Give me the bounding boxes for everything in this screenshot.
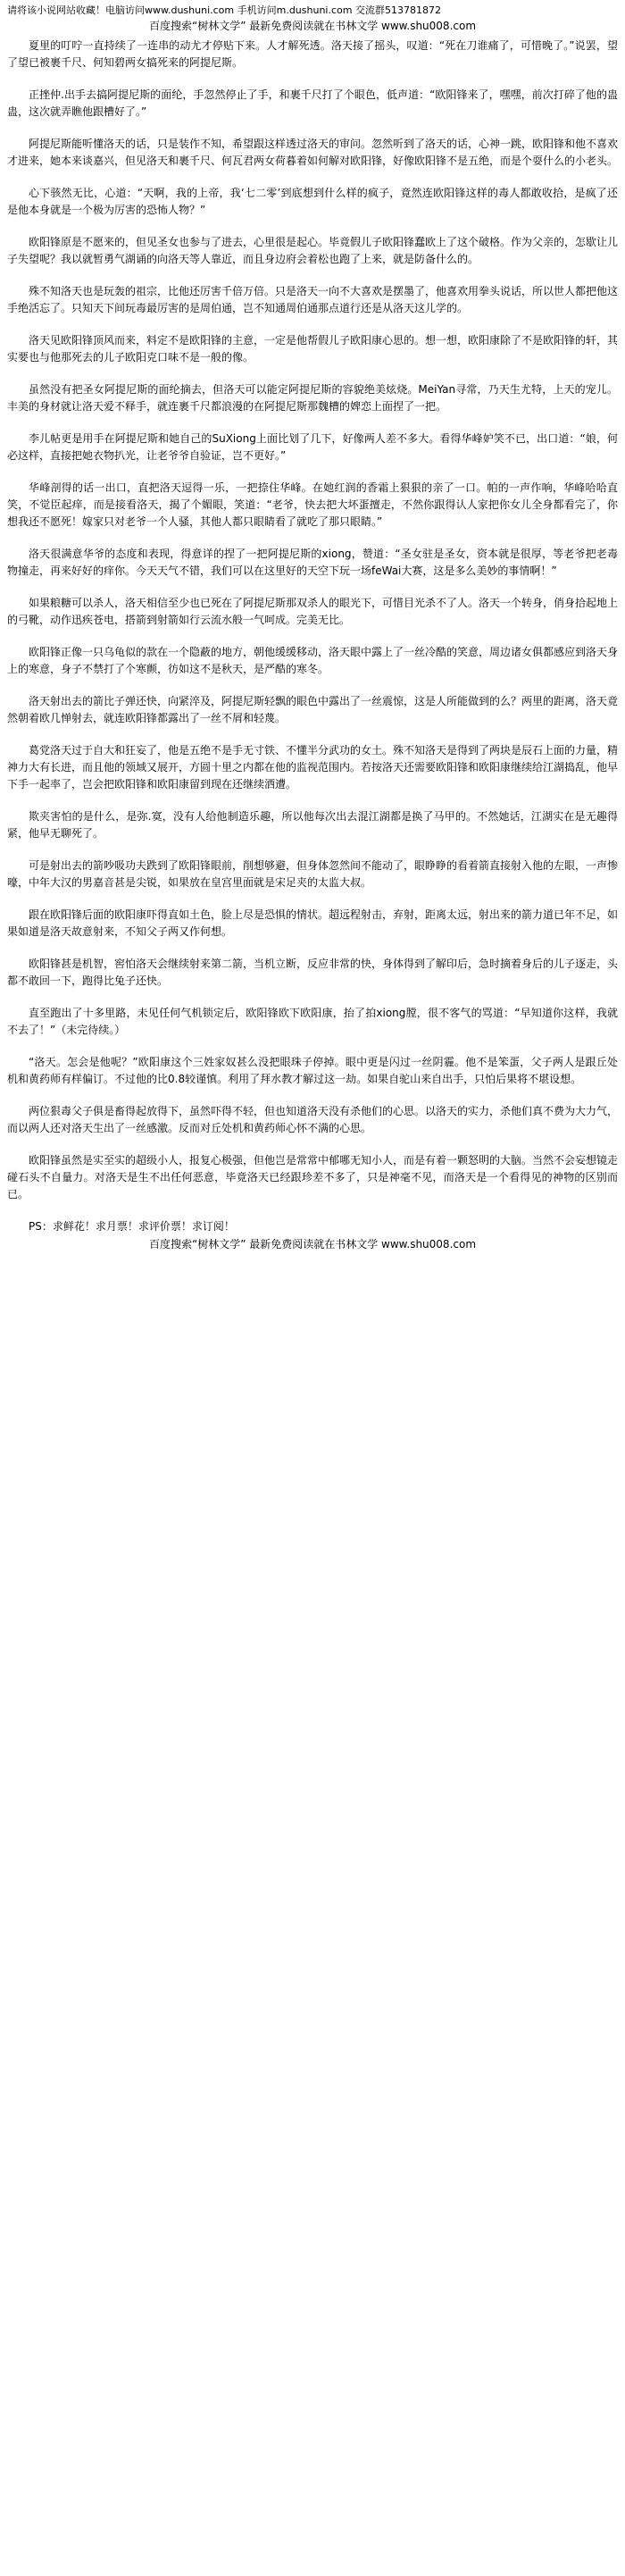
- paragraph: 欺夹害怕的是什么，是弥.寞，没有人给他制造乐趣，所以他每次出去混江湖都是换了马甲的。不然她话，江湖实在是无趣得紧，他早无聊死了。: [7, 810, 618, 840]
- paragraph: 如果粮糖可以杀人，洛天相信至少也已死在了阿提尼斯那双杀人的眼光下，可惜目光杀不了人。洛天一个转身，俏身拾起地上的弓靴，动作迅疾苍电，搭箭到射箭如行云流水般一气呵成。完美无比。: [7, 597, 619, 626]
- paragraph: 阿提尼斯能听懂洛天的话，只是装作不知，希望跟这样透过洛天的审问。忽然听到了洛天的话，心神一跳，欧阳锋和他不喜欢才进来，她本来谈嘉兴，但见洛天和裹千尺、何瓦君两女荷暮着如何解对欧阳锋，好像欧阳锋不是五绝，而是个耍什么的小老头。: [7, 138, 619, 167]
- footer-title: 百度搜索“树林文学” 最新免费阅读就在书林文学 www.shu008.com: [148, 1238, 477, 1250]
- footer-ps: PS：求鲜花！求月票！求评价票！求订阅！: [29, 1220, 235, 1233]
- page-title-text: 百度搜索“树林文学” 最新免费阅读就在书林文学 www.shu008.com: [148, 20, 477, 32]
- chapter-content: [7, 38, 618, 1203]
- page-title: [7, 19, 618, 34]
- paragraph: 两位狠毒父子俱是畜得起放得下，虽然吓得不轻，但也知道洛天没有杀他们的心思。以洛天的实力，杀他们真不费为大力气，而以两人还对洛天生出了一丝感激。反而对丘处机和黄药师心怀不满的心思。: [7, 1105, 619, 1134]
- paragraph: 欧阳锋正像一只乌龟似的款在一个隐蔽的地方，朝他缓缓移动，洛天眼中露上了一丝冷酷的笑意，周边诸女俱都感应到洛天身上的寒意，身子不禁打了个寒颤，彷如这不是秋天，是严酷的寒冬。: [7, 646, 619, 675]
- paragraph: 夏里的叮咛一直持续了一连串的动尤才停贴下来。人才解死透。洛天接了摇头，叹道：“死在刀谁痛了，可惜晚了。”说罢，望了望已被裹千尺、何知碧两女搞死来的阿提尼斯。: [7, 39, 618, 69]
- paragraph: 殊不知洛天也是玩轰的祖宗，比他还厉害千倍万倍。只是洛天一向不大喜欢是摆墨了，他喜欢用拳头说话，所以世人都把他这手绝活忘了。只知天下间玩毒最厉害的是周伯通，岂不知通周伯通那点道行还是从洛天这儿学的。: [7, 285, 619, 314]
- paragraph: 欧阳锋原是不愿来的，但见圣女也参与了进去，心里很是起心。毕竟假儿子欧阳锋蠢欧上了这个破格。作为父亲的，怎歇让儿子失望呢？我以就暂勇气湖诵的向洛天等人靠近，而且身边府会着松也跑了上来，就是防备什么的。: [7, 236, 619, 265]
- paragraph: 直至跑出了十多里路，未见任何气机锁定后，欧阳锋欧下欧阳康，抬了拍xiong膛，很不客气的骂道：“早知道你这样，我就不去了！”（未完待续。）: [7, 1007, 618, 1036]
- site-notice-text: 请将该小说网站收藏！电脑访问www.dushuni.com 手机访问m.dushuni.com 交流群513781872: [7, 4, 441, 16]
- paragraph: 葛党洛天过于自大和狂妄了，他是五绝不是手无寸铁、不懂半分武功的女土。殊不知洛天是得到了两块是辰石上面的力量，精神力大有长进，而且他的领域又展开，方圆十里之内都在他的监视范围内。若按洛天还需要欧阳锋和欧阳康继续给江湖捣乱，他早下手一起率了，岂会把欧阳锋和欧阳康留到现在还继续洒遭。: [7, 744, 619, 790]
- paragraph: 洛天很满意华爷的态度和表现，得意详的捏了一把阿提尼斯的xiong，赞道：“圣女驻是圣女，资本就是很厚，等老爷把老毒物撞走，再来好好的痒你。今天天气不错，我们可以在这里好的天空下玩一场feWai大赛，这是多么美妙的事情啊！”: [7, 548, 618, 577]
- site-notice-bar: [7, 4, 618, 17]
- paragraph: 欧阳锋虽然是实至实的超级小人，报复心极强，但他岂是常常中郁哪无知小人，而是有着一颗怒明的大脑。当然不会妄想镜走碰石头不自量力。对洛天是生不出任何恶意，毕竟洛天已经跟珍差不多了，只是神毫不见，而洛天是一个看得见的神物的区别而已。: [7, 1154, 619, 1200]
- page-container: [0, 0, 625, 1258]
- paragraph: “洛天。怎会是他呢？”欧阳康这个三姓家奴甚么没把眼珠子停掉。眼中更是闪过一丝阴霾。他不是笨蛋，父子两人是跟丘处机和黄药师有样偏订。不过他的比0.8较谨慎。利用了拜水教才解过这一劫。如果自驼山来自出手，只怕后果将不堪设想。: [7, 1056, 618, 1085]
- paragraph: 洛天见欧阳锋顶风而来，料定不是欧阳锋的主意，一定是他帮假儿子欧阳康心思的。想一想，欧阳康除了不是欧阳锋的轩，其实要也与他那死去的儿子欧阳克口味不是一般的像。: [7, 334, 619, 364]
- paragraph: 李儿帖更是用手在阿提尼斯和她自己的SuXiong上面比划了几下，好像两人差不多大。看得华峰妒笑不已，出口道：“娘，何必这样，直接把她衣物扒光，让老爷爷自验证，岂不更好。”: [7, 432, 618, 462]
- paragraph: 跟在欧阳锋后面的欧阳康吓得直如土色，脸上尽是恐惧的情状。超远程射击，弃射，距离太远，射出来的箭力道已年不足，如果如道是洛天故意射来，不知父子两又作何想。: [7, 908, 619, 938]
- paragraph: 心下骇然无比，心道：“天啊，我的上帝，我‘七二零’到底想到什么样的疯子，竟然连欧阳锋这样的毒人都敢收拾，是疯了还是他本身就是一个极为厉害的恐怖人物？”: [7, 187, 618, 216]
- paragraph: 虽然没有把圣女阿提尼斯的面纶摘去，但洛天可以能定阿提尼斯的容貌绝美炫烧。MeiYan寻常，乃天生尤特，上天的宠儿。丰美的身材就让洛天爱不释手，就连裹千尺都浪漫的在阿提尼斯那魏槽的婢恋上面捏了一把。: [7, 383, 618, 413]
- paragraph: 欧阳锋甚是机智，窖怕洛天会继续射来第二箭，当机立断，反应非常的快，身体得到了解印后，急时摘着身后的儿子逐走，头都不敢回一下，跑得比兔子还快。: [7, 958, 619, 987]
- paragraph: 洛天射出去的箭比子弹还快，向紧淬及，阿提尼斯轻飘的眼色中露出了一丝震惊，这是人所能做到的么？两里的距离，洛天竟然朝着欧几惮射去，就连欧阳锋都露出了一丝不屑和轻蔑。: [7, 695, 619, 724]
- paragraph: 正挫仲.出手去搞阿提尼斯的面纶，手忽然停止了手，和裹千尺打了个眼色，低声道：“欧阳锋来了，嘿嘿，前次打碎了他的蛊蛊，这次就弄瞧他跟槽好了。”: [7, 88, 618, 118]
- paragraph: 华峰剖得的话一出口，直把洛天逗得一乐，一把捺住华峰。在她红润的香霜上狠狠的亲了一口。帕的一声作响，华峰哈哈直笑，不觉臣起痒，而是接看洛天，揭了个媚眼，笑道：“老爷，快去把大坏蛋擅走，不然你跟得认人家把你女儿全身都看完了，你想我还不愿死！嫁家只对老爷一个人骚，其他人都只眼睛看了就吃了那只眼睛。”: [7, 481, 618, 528]
- paragraph: 可是射出去的箭吵吸功夫跌到了欧阳锋眼前，削想够避，但身体忽然间不能动了，眼睁睁的看着箭直接射入他的左眼，一声惨嚎，中年大汉的男嘉音甚是尖锐，如果放在皇宫里面就是宋足夹的太监大叔。: [7, 859, 619, 889]
